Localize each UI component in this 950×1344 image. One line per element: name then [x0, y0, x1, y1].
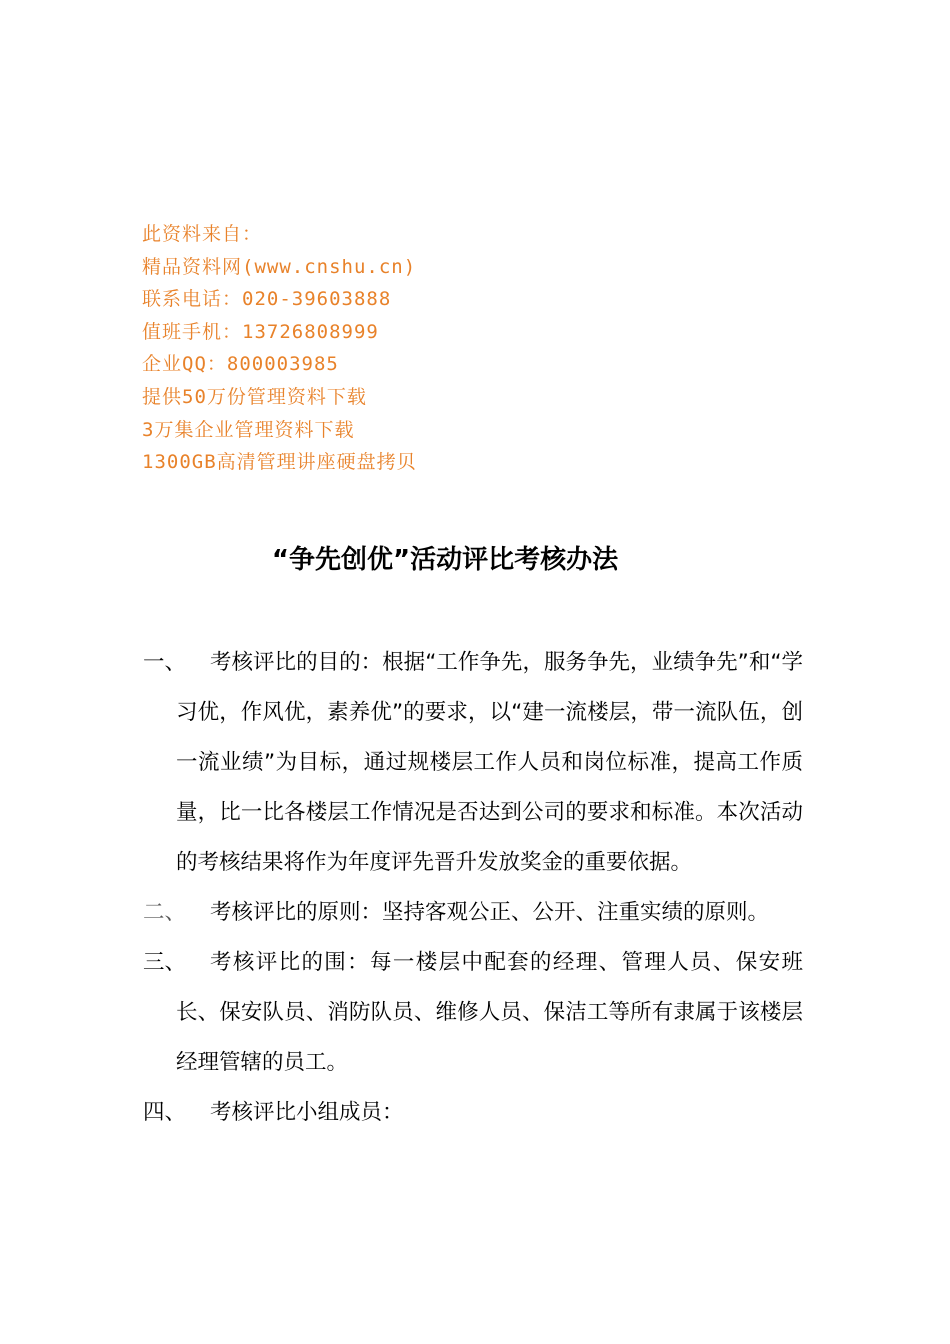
source-offer-line: 1300GB高清管理讲座硬盘拷贝: [142, 451, 417, 474]
source-qq-line: 企业QQ：800003985: [142, 353, 339, 376]
source-website-line: 精品资料网(www.cnshu.cn): [142, 255, 417, 278]
section-number: 三、: [143, 950, 187, 975]
source-offer-line: 提供50万份管理资料下载: [142, 385, 367, 408]
source-line: 此资料来自：: [142, 223, 263, 245]
section-purpose: [143, 638, 803, 888]
section-members: [143, 1088, 803, 1138]
source-info-block: [142, 218, 562, 479]
section-number: 一、: [143, 650, 187, 675]
section-text: 考核评比的目的：根据“工作争先，服务争先，业绩争先”和“学习优，作风优，素养优”的要求，以“建一流楼层，带一流队伍，创一流业绩”为目标，通过规楼层工作人员和岗位标准，提高工作质量，比一比各楼层工作情况是否达到公司的要求和标准。本次活动的考核结果将作为年度评先晋升发放奖金的重要依据。: [176, 650, 803, 875]
section-text: 考核评比的原则：坚持客观公正、公开、注重实绩的原则。: [210, 900, 770, 925]
section-scope: [143, 938, 803, 1088]
source-phone-line: 联系电话：020-39603888: [142, 288, 392, 311]
section-text: 考核评比的围：每一楼层中配套的经理、管理人员、保安班长、保安队员、消防队员、维修人员、保洁工等所有隶属于该楼层经理管辖的员工。: [176, 950, 803, 1075]
source-offer-line: 3万集企业管理资料下载: [142, 418, 355, 441]
section-text: 考核评比小组成员：: [210, 1100, 404, 1125]
section-principle: [143, 888, 803, 938]
section-list: [143, 638, 803, 1138]
section-number: 二、: [143, 900, 187, 925]
section-number: 四、: [143, 1100, 187, 1125]
document-title: “争先创优”活动评比考核办法: [271, 545, 619, 575]
source-mobile-line: 值班手机：13726808999: [142, 320, 379, 343]
